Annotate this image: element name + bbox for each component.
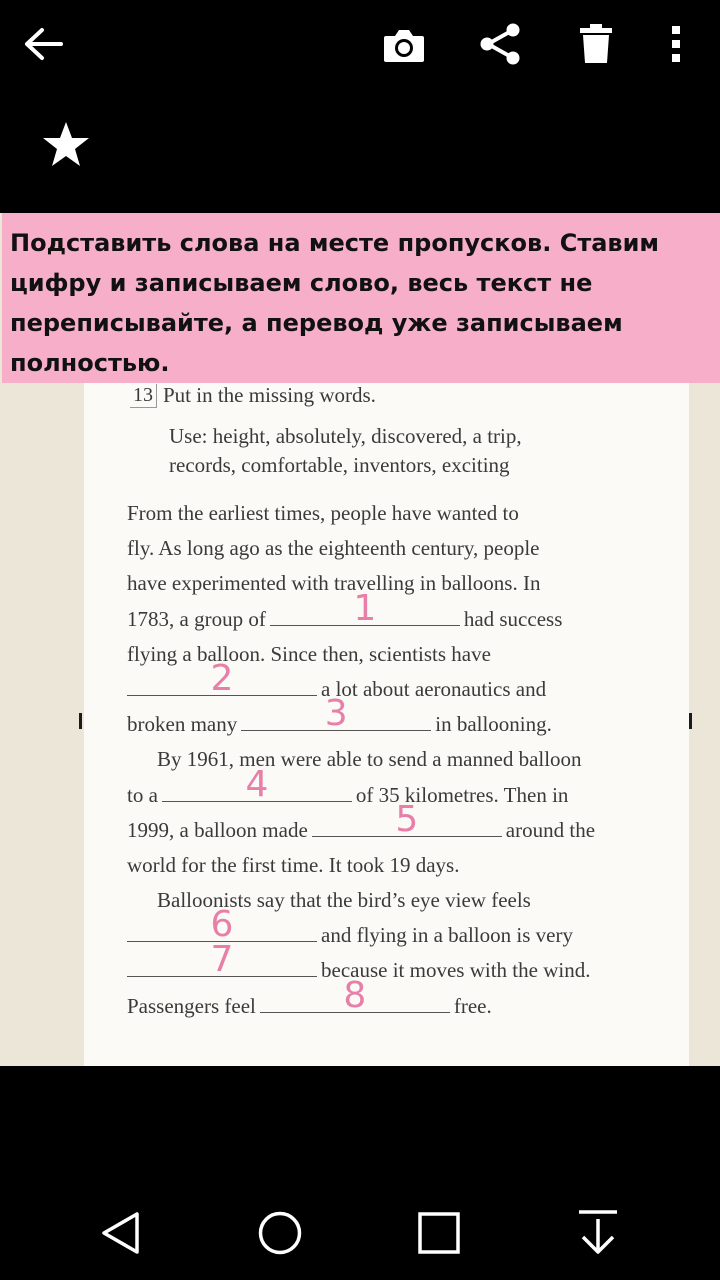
line-text: world for the first time. It took 19 days. xyxy=(127,852,460,877)
line-text: broken many xyxy=(127,712,238,737)
answer-blank xyxy=(270,587,460,629)
exercise-line xyxy=(127,904,672,953)
handwritten-number: 7 xyxy=(210,939,234,981)
line-text: in ballooning. xyxy=(435,712,552,737)
answer-blank xyxy=(260,974,450,1016)
exercise-text xyxy=(127,496,672,1024)
line-text: to a xyxy=(127,782,158,807)
exercise-line xyxy=(127,939,672,988)
page-edge-left xyxy=(79,713,82,729)
download-icon xyxy=(576,1209,620,1257)
answer-blank xyxy=(127,657,317,699)
camera-icon xyxy=(382,28,426,64)
line-text: 1783, a group of xyxy=(127,606,266,631)
more-vert-icon xyxy=(670,24,682,64)
line-text: had success xyxy=(463,606,563,631)
star-icon xyxy=(41,120,91,168)
home-circle-icon xyxy=(257,1210,303,1256)
arrow-left-icon xyxy=(24,27,64,61)
exercise-line xyxy=(127,531,672,566)
exercise-title: Put in the missing words. xyxy=(163,383,376,407)
handwritten-number: 5 xyxy=(395,798,419,840)
line-text: free. xyxy=(453,993,492,1018)
line-text: of 35 kilometres. Then in xyxy=(355,782,569,807)
handwritten-number: 3 xyxy=(324,693,348,735)
nav-recents-button[interactable] xyxy=(379,1186,499,1280)
page-edge-right xyxy=(689,713,692,729)
trash-icon xyxy=(578,23,614,65)
delete-button[interactable] xyxy=(566,14,626,74)
caption-banner xyxy=(2,213,720,383)
line-text: have experimented with travelling in balloons. In xyxy=(127,571,541,596)
nav-download-button[interactable] xyxy=(538,1186,658,1280)
answer-blank xyxy=(127,939,317,981)
handwritten-number: 8 xyxy=(343,974,367,1016)
exercise-line xyxy=(127,974,672,1024)
empty-area xyxy=(0,1066,720,1186)
line-text: Balloonists say that the bird’s eye view feels xyxy=(157,888,531,913)
answer-blank xyxy=(241,693,431,735)
exercise-line xyxy=(127,693,672,742)
handwritten-number: 6 xyxy=(210,904,234,946)
word-bank xyxy=(169,422,649,480)
handwritten-number: 2 xyxy=(210,657,234,699)
exercise-line xyxy=(127,637,672,672)
exercise-heading xyxy=(130,383,376,408)
exercise-line xyxy=(127,742,672,777)
answer-blank xyxy=(162,763,352,805)
exercise-line xyxy=(127,657,672,707)
back-button[interactable] xyxy=(14,14,74,74)
share-button[interactable] xyxy=(470,14,530,74)
line-text: 1999, a balloon made xyxy=(127,817,308,842)
handwritten-number: 1 xyxy=(353,587,377,629)
share-icon xyxy=(478,22,522,66)
line-text: and flying in a balloon is very xyxy=(321,923,573,948)
line-text: flying a balloon. Since then, scientists have xyxy=(127,641,491,666)
word-bank-line-1: Use: height, absolutely, discovered, a trip, xyxy=(169,424,522,448)
line-text: around the xyxy=(505,817,596,842)
exercise-line xyxy=(127,566,672,601)
answer-blank xyxy=(312,798,502,840)
line-text: fly. As long ago as the eighteenth century, people xyxy=(127,536,540,561)
nav-back-button[interactable] xyxy=(61,1186,181,1280)
exercise-line xyxy=(127,883,672,918)
line-text: From the earliest times, people have wanted to xyxy=(127,501,519,525)
camera-button[interactable] xyxy=(374,16,434,76)
favorite-button[interactable] xyxy=(34,112,98,176)
line-text: By 1961, men were able to send a manned balloon xyxy=(157,747,582,772)
exercise-line xyxy=(127,848,672,883)
system-navbar xyxy=(0,1186,720,1280)
word-bank-line-2: records, comfortable, inventors, exciting xyxy=(169,453,510,477)
back-triangle-icon xyxy=(99,1210,143,1256)
top-toolbar xyxy=(0,0,720,213)
exercise-line xyxy=(127,798,672,848)
nav-home-button[interactable] xyxy=(220,1186,340,1280)
exercise-line xyxy=(127,587,672,637)
exercise-line xyxy=(127,496,672,531)
caption-text: Подставить слова на месте пропусков. Ставим цифру и записываем слово, весь текст не переписывайте, а перевод уже записываем полностью. xyxy=(10,229,660,377)
line-text: a lot about aeronautics and xyxy=(321,676,547,701)
line-text: because it moves with the wind. xyxy=(321,958,591,983)
line-text: Passengers feel xyxy=(127,993,256,1018)
handwritten-number: 4 xyxy=(245,763,269,805)
more-options-button[interactable] xyxy=(646,14,706,74)
exercise-number: 13 xyxy=(130,384,157,408)
recents-square-icon xyxy=(417,1211,461,1255)
